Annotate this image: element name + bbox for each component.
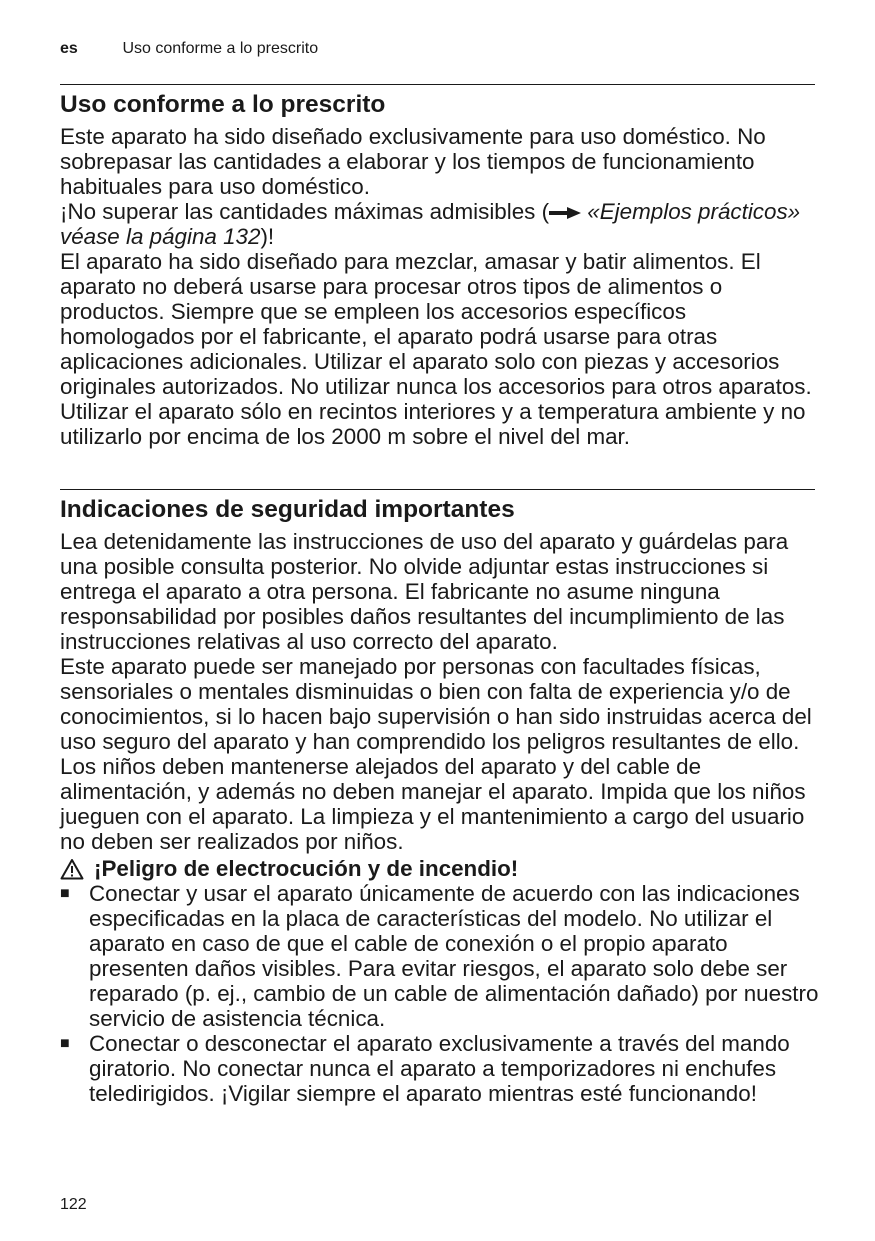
arrow-right-icon: [549, 206, 581, 220]
list-item-text: Conectar o desconectar el aparato exclusivamente a través del mando giratorio. No conectar nunca el aparato a temporizadores ni enchufes teledirigidos. ¡Vigilar siempre el aparato mientras esté funcionando!: [89, 1031, 790, 1106]
warning-title: ¡Peligro de electrocución y de incendio!: [94, 856, 519, 881]
paragraph: El aparato ha sido diseñado para mezclar, amasar y batir alimentos. El aparato no deberá usarse para procesar otros tipos de alimentos o productos. Siempre que se empleen los accesorios específicos homologados por el fabricante, el aparato podrá usarse para otras aplicaciones adicionales. Utilizar el aparato solo con piezas y accesorios originales autorizados. No utilizar nunca los accesorios para otros aparatos.: [60, 249, 812, 399]
warning-heading: [60, 856, 820, 881]
list-item: [60, 1031, 820, 1106]
paragraph-cross-reference: [60, 199, 820, 249]
section-title: Indicaciones de seguridad importantes: [60, 496, 515, 523]
warning-triangle-icon: [60, 858, 84, 880]
paragraph-text: ¡No superar las cantidades máximas admisibles (: [60, 199, 550, 224]
paragraph: Este aparato puede ser manejado por personas con facultades físicas, sensoriales o mentales disminuidas o bien con falta de experiencia y/o de conocimientos, si lo hacen bajo supervisión o han sido instruidas acerca del uso seguro del aparato y han comprendido los peligros resultantes de ello. Los niños deben mantenerse alejados del aparato y del cable de alimentación, y además no deben manejar el aparato. Impida que los niños jueguen con el aparato. La limpieza y el mantenimiento a cargo del usuario no deben ser realizados por niños.: [60, 654, 812, 854]
list-item-text: Conectar y usar el aparato únicamente de acuerdo con las indicaciones especificadas en la placa de características del modelo. No utilizar el aparato en caso de que el cable de conexión o el propio aparato presenten daños visibles. Para evitar riesgos, el aparato solo debe ser reparado (p. ej., cambio de un cable de alimentación dañado) por nuestro servicio de asistencia técnica.: [89, 881, 819, 1031]
paragraph-text: )!: [260, 224, 275, 249]
section-intended-use: [60, 90, 820, 449]
language-code: es: [60, 40, 78, 57]
bullet-square-icon: ■: [60, 1035, 70, 1052]
bullet-square-icon: ■: [60, 885, 70, 902]
paragraph: Este aparato ha sido diseñado exclusivamente para uso doméstico. No sobrepasar las cantidades a elaborar y los tiempos de funcionamiento habituales para uso doméstico.: [60, 124, 766, 199]
section-divider: [60, 84, 815, 85]
paragraph: Lea detenidamente las instrucciones de uso del aparato y guárdelas para una posible consulta posterior. No olvide adjuntar estas instrucciones si entrega el aparato a otra persona. El fabricante no asume ninguna responsabilidad por posibles daños resultantes del incumplimiento de las instrucciones relativas al uso correcto del aparato.: [60, 529, 789, 654]
warning-list: [60, 881, 820, 1106]
cross-reference-link[interactable]: «Ejemplos prácticos» véase la página 132: [60, 199, 801, 249]
section-title: Uso conforme a lo prescrito: [60, 91, 386, 118]
running-header: [60, 40, 318, 58]
section-safety: [60, 495, 820, 1106]
page-number: 122: [60, 1196, 87, 1213]
list-item: [60, 881, 820, 1031]
paragraph: Utilizar el aparato sólo en recintos interiores y a temperatura ambiente y no utilizarlo por encima de los 2000 m sobre el nivel del mar.: [60, 399, 806, 449]
header-title: Uso conforme a lo prescrito: [122, 40, 319, 57]
section-divider: [60, 489, 815, 490]
